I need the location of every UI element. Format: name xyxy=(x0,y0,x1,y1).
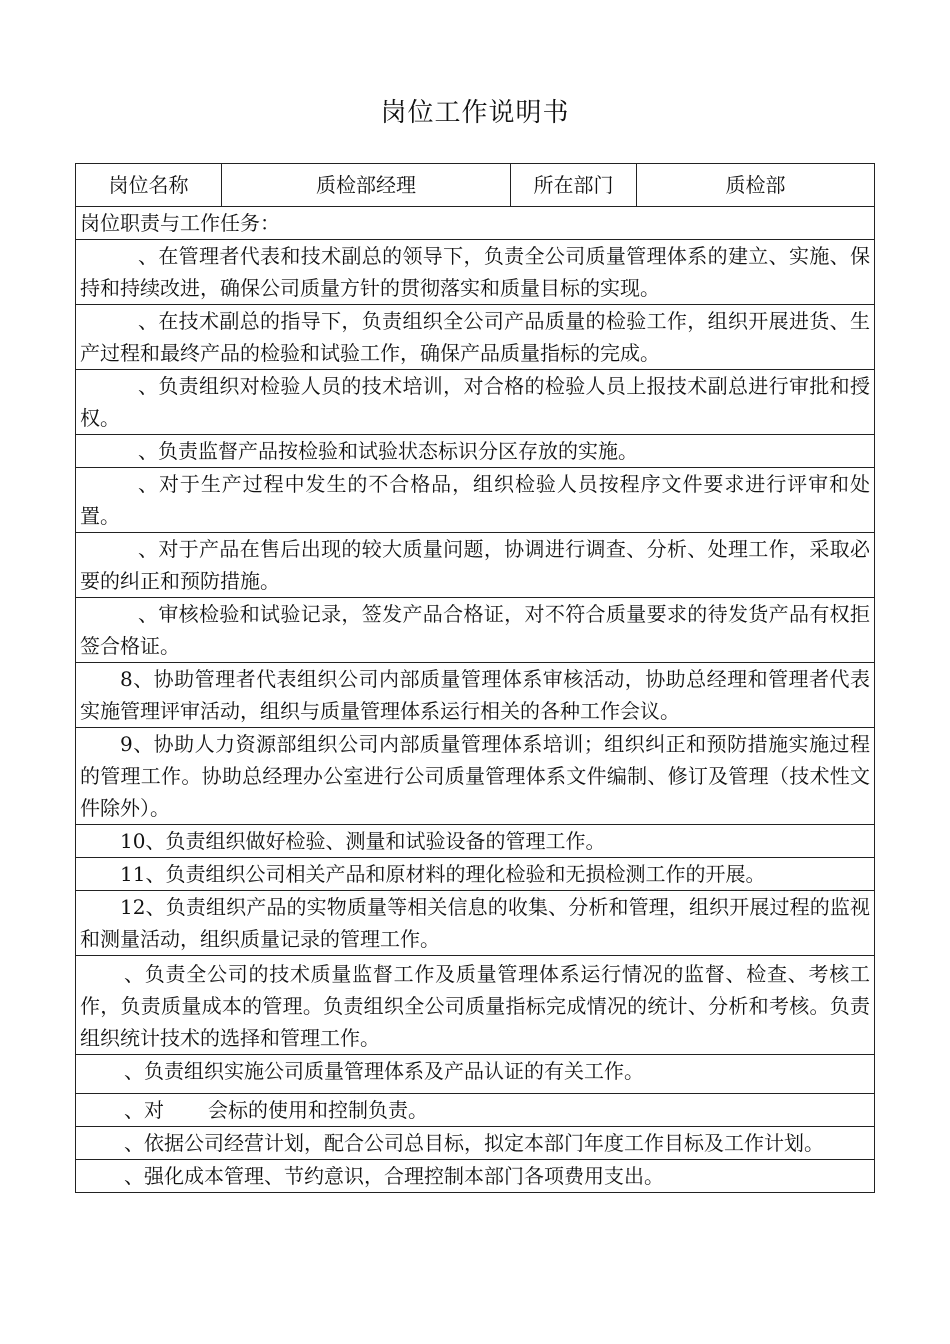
duty-item-4: 、负责监督产品按检验和试验状态标识分区存放的实施。 xyxy=(76,435,875,468)
duty-row xyxy=(76,825,875,858)
duty-row xyxy=(76,728,875,825)
duty-row xyxy=(76,240,875,305)
duty-row xyxy=(76,468,875,533)
duty-row xyxy=(76,956,875,1055)
duty-item-6: 、对于产品在售后出现的较大质量问题，协调进行调查、分析、处理工作，采取必要的纠正和预防措施。 xyxy=(76,533,875,598)
duty-row xyxy=(76,1094,875,1127)
header-row xyxy=(76,164,875,207)
duty-item-15-after: 会标的使用和控制负责。 xyxy=(208,1098,428,1122)
duty-row xyxy=(76,858,875,891)
duty-item-14: 、负责组织实施公司质量管理体系及产品认证的有关工作。 xyxy=(76,1055,875,1094)
duty-item-2: 、在技术副总的指导下，负责组织全公司产品质量的检验工作，组织开展进货、生产过程和最终产品的检验和试验工作，确保产品质量指标的完成。 xyxy=(76,305,875,370)
duty-row xyxy=(76,891,875,956)
department-value: 质检部 xyxy=(637,164,875,207)
duty-item-7: 、审核检验和试验记录，签发产品合格证，对不符合质量要求的待发货产品有权拒签合格证。 xyxy=(76,598,875,663)
duty-item-15 xyxy=(76,1094,875,1127)
duty-row xyxy=(76,533,875,598)
duty-row xyxy=(76,598,875,663)
duty-item-3: 、负责组织对检验人员的技术培训，对合格的检验人员上报技术副总进行审批和授权。 xyxy=(76,370,875,435)
duty-row xyxy=(76,305,875,370)
duty-item-12: 12、负责组织产品的实物质量等相关信息的收集、分析和管理，组织开展过程的监视和测量活动，组织质量记录的管理工作。 xyxy=(76,891,875,956)
department-label: 所在部门 xyxy=(511,164,637,207)
position-name-label: 岗位名称 xyxy=(76,164,222,207)
duty-item-13: 、负责全公司的技术质量监督工作及质量管理体系运行情况的监督、检查、考核工作，负责质量成本的管理。负责组织全公司质量指标完成情况的统计、分析和考核。负责组织统计技术的选择和管理工作。 xyxy=(76,956,875,1055)
duty-item-8: 8、协助管理者代表组织公司内部质量管理体系审核活动，协助总经理和管理者代表实施管理评审活动，组织与质量管理体系运行相关的各种工作会议。 xyxy=(76,663,875,728)
duty-item-9: 9、协助人力资源部组织公司内部质量管理体系培训；组织纠正和预防措施实施过程的管理工作。协助总经理办公室进行公司质量管理体系文件编制、修订及管理（技术性文件除外）。 xyxy=(76,728,875,825)
duty-row xyxy=(76,1127,875,1160)
duty-row xyxy=(76,370,875,435)
duty-row xyxy=(76,663,875,728)
duty-row xyxy=(76,435,875,468)
duty-row xyxy=(76,1160,875,1193)
duty-item-1: 、在管理者代表和技术副总的领导下，负责全公司质量管理体系的建立、实施、保持和持续改进，确保公司质量方针的贯彻落实和质量目标的实现。 xyxy=(76,240,875,305)
duty-item-15-before: 、对 xyxy=(124,1098,164,1122)
duty-item-5: 、对于生产过程中发生的不合格品，组织检验人员按程序文件要求进行评审和处置。 xyxy=(76,468,875,533)
position-name-value: 质检部经理 xyxy=(222,164,511,207)
duty-item-16: 、依据公司经营计划，配合公司总目标，拟定本部门年度工作目标及工作计划。 xyxy=(76,1127,875,1160)
duty-item-11: 11、负责组织公司相关产品和原材料的理化检验和无损检测工作的开展。 xyxy=(76,858,875,891)
duty-item-10: 10、负责组织做好检验、测量和试验设备的管理工作。 xyxy=(76,825,875,858)
job-description-table xyxy=(75,163,875,1193)
section-heading-row xyxy=(76,207,875,240)
page-title: 岗位工作说明书 xyxy=(380,98,570,128)
duties-heading: 岗位职责与工作任务： xyxy=(76,207,875,240)
duty-row xyxy=(76,1055,875,1094)
duty-item-17: 、强化成本管理、节约意识，合理控制本部门各项费用支出。 xyxy=(76,1160,875,1193)
